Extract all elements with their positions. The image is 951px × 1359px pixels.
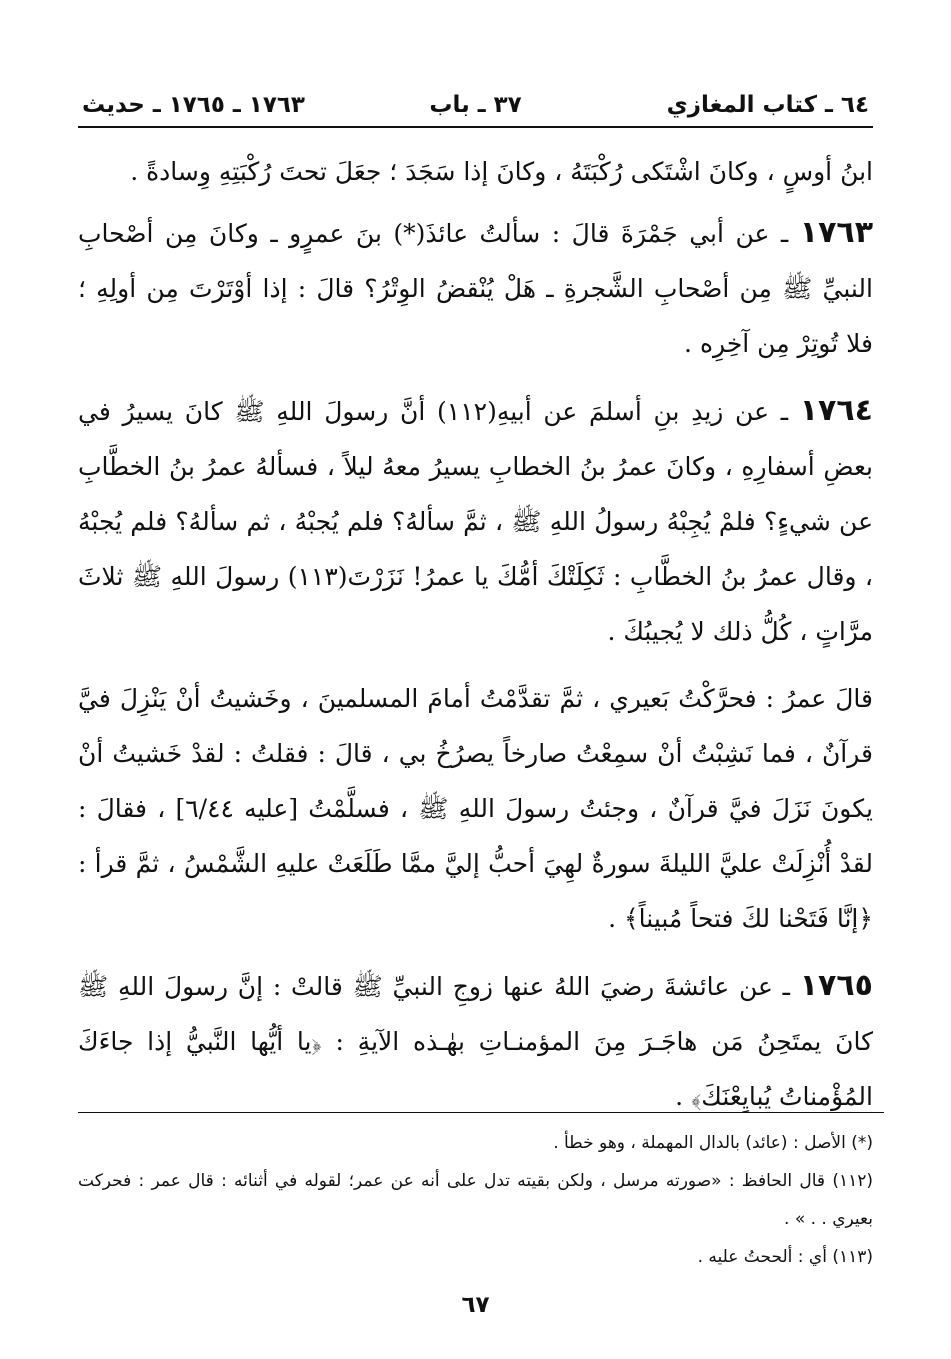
page-number: ٦٧ — [461, 1292, 490, 1318]
section-title: ٣٧ ـ باب — [429, 92, 522, 118]
hadith-number: ١٧٦٤ — [799, 393, 873, 428]
hadith-range: ١٧٦٣ ـ ١٧٦٥ ـ حديث — [82, 92, 305, 118]
footnote-item: (*) الأصل : (عائد) بالدال المهملة ، وهو خطأ . — [553, 1133, 873, 1153]
running-header — [78, 82, 873, 128]
footnote-divider — [78, 1112, 884, 1113]
hadith-text: ـ عن عائشةَ رضيَ اللهُ عنها زوجِ النبيِّ ﷺ قالتْ : إنَّ رسولَ اللهِ ﷺ كانَ يمتَحِنُ مَن هاجَـرَ مِنَ المؤمنـاتِ بهٰـذه الآيةِ : ﴿يا أيُّها النَّبيُّ إذا جاءَكَ المُؤْمناتُ يُبايِعْنَكَ﴾ . — [78, 972, 873, 1111]
hadith-number: ١٧٦٥ — [799, 968, 873, 1003]
footnote-item: (١١٢) قال الحافظ : «صورته مرسل ، ولكن بقيته تدل على أنه عن عمر؛ لقوله في أثنائه : قال عمر : فحركت بعيري . . » . — [78, 1171, 873, 1229]
footnote-item: (١١٣) أي : ألححتُ عليه . — [697, 1247, 873, 1267]
continuation-paragraph: ابنُ أوسٍ ، وكانَ اشْتَكى رُكْبَتَهُ ، وكانَ إذا سَجَدَ ؛ جعَلَ تحتَ رُكْبَتِهِ وِسادةً . — [130, 157, 873, 186]
hadith-1763 — [78, 205, 873, 371]
hadith-1764 — [78, 383, 873, 659]
main-text — [78, 144, 873, 1136]
hadith-text: ـ عن أبي جَمْرَةَ قالَ : سألتُ عائذَ(*) بنَ عمرٍو ـ وكانَ مِن أصْحابِ النبيِّ ﷺ مِن أصْحابِ الشَّجرةِ ـ هَلْ يُنْقضُ الوِتْرُ؟ قالَ : إذا أوْتَرْتَ مِن أولِهِ ؛ فلا تُوتِرْ مِن آخِرِه . — [78, 219, 873, 358]
hadith-1765 — [78, 958, 873, 1124]
chapter-title: ٦٤ ـ كتاب المغازي — [666, 92, 869, 118]
hadith-1764-continuation: قالَ عمرُ : فحرَّكْتُ بَعيري ، ثمَّ تقدَّمْتُ أمامَ المسلمينَ ، وخَشيتُ أنْ يَنْزِلَ فيَّ قرآنٌ ، فما نَشِبْتُ أنْ سمِعْتُ صارخاً يصرُخُ بي ، قالَ : فقلتُ : لقدْ خَشيتُ أنْ يكونَ نَزَلَ فيَّ قرآنٌ ، وجئتُ رسولَ اللهِ ﷺ ، فسلَّمْتُ [عليه ٦/٤٤] ، فقالَ : لقدْ أُنْزِلَتْ عليَّ الليلةَ سورةٌ لهِيَ أحبُّ إليَّ ممَّا طَلَعَتْ عليهِ الشَّمْسُ ، ثمَّ قرأ : ﴿إنَّا فَتَحْنا لكَ فتحاً مُبيناً﴾ . — [78, 684, 873, 933]
hadith-number: ١٧٦٣ — [799, 215, 874, 250]
hadith-text: ـ عن زيدِ بنِ أسلمَ عن أبيهِ(١١٢) أنَّ رسولَ اللهِ ﷺ كانَ يسيرُ في بعضِ أسفارِهِ ، وكانَ عمرُ بنُ الخطابِ يسيرُ معهُ ليلاً ، فسألهُ عمرُ بنُ الخطَّابِ عن شيءٍ؟ فلمْ يُجِبْهُ رسولُ اللهِ ﷺ ، ثمَّ سألهُ؟ فلم يُجبْهُ ، ثم سألهُ؟ فلم يُجبْهُ ، وقال عمرُ بنُ الخطَّابِ : ثَكِلَتْكَ أمُّكَ يا عمرُ! نَزَرْتَ(١١٣) رسولَ اللهِ ﷺ ثلاثَ مرَّاتٍ ، كُلُّ ذلك لا يُجيبُكَ . — [78, 397, 873, 646]
footnotes — [78, 1124, 873, 1276]
